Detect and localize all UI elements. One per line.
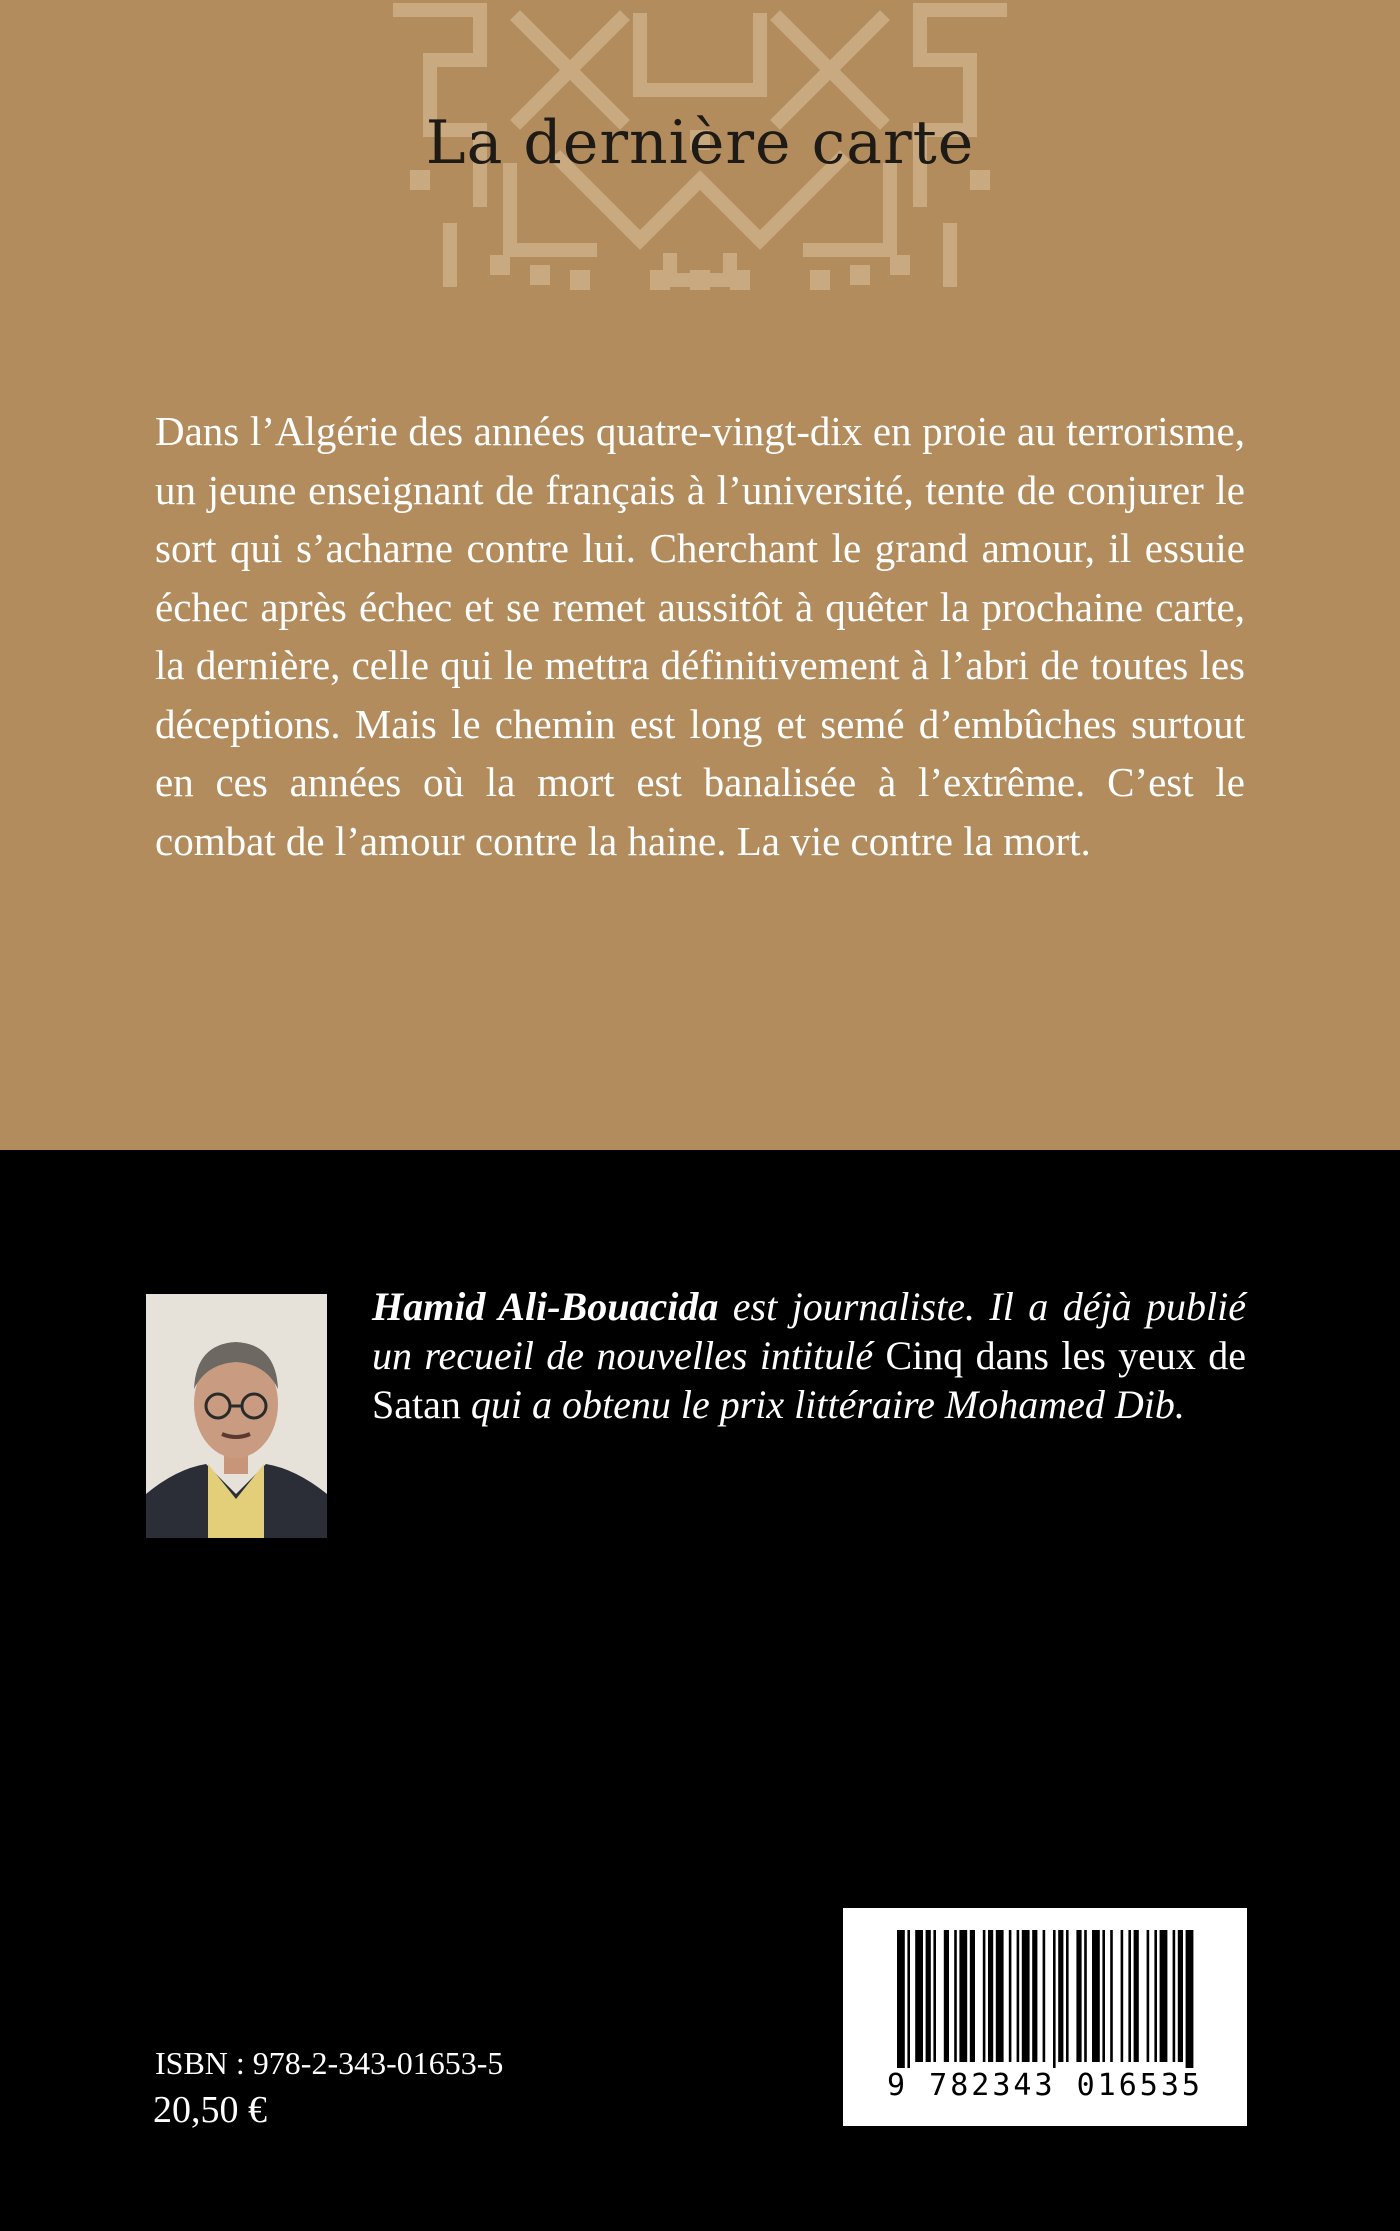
barcode-bar	[1092, 1930, 1100, 2062]
author-bio-text: est journaliste. Il a déjà publié un recueil de nouvelles intitulé	[372, 1284, 1246, 1378]
barcode-bar	[915, 1930, 923, 2062]
barcode-bar	[1009, 1930, 1012, 2062]
barcode-bar	[1147, 1930, 1150, 2062]
book-summary: Dans l’Algérie des années quatre-vingt-dix en proie au terrorisme, un jeune enseignant de français à l’université, tente de conjurer le sort qui s’acharne contre lui. Cherchant le grand amour, il essuie échec après échec et se remet aussitôt à quêter la prochaine carte, la dernière, celle qui le mettra définitivement à l’abri de toutes les déceptions. Mais le chemin est long et semé d’embûches surtout en ces années où la mort est banalisée à l’extrême. C’est le combat de l’amour contre la haine. La vie contre la mort.	[155, 408, 1245, 864]
barcode-bar	[1121, 1930, 1124, 2062]
barcode	[843, 1908, 1247, 2126]
author-award-text: qui a obtenu le prix littéraire Mohamed Dib.	[460, 1382, 1185, 1427]
author-bio	[372, 1282, 1246, 1429]
author-portrait-icon	[146, 1294, 327, 1538]
barcode-bar	[996, 1930, 1004, 2062]
barcode-bar	[1032, 1930, 1037, 2062]
barcode-bar	[1066, 1930, 1069, 2062]
barcode-bar	[1022, 1930, 1030, 2062]
price: 20,50 €	[153, 2089, 267, 2131]
barcode-bar	[1160, 1930, 1168, 2062]
barcode-bar	[959, 1930, 967, 2062]
book-title: La dernière carte	[425, 108, 975, 178]
barcode-bar	[1186, 1930, 1194, 2068]
barcode-bar	[1043, 1930, 1046, 2062]
author-photo	[146, 1294, 327, 1538]
barcode-bar	[1134, 1930, 1139, 2062]
barcode-bar	[907, 1930, 910, 2068]
barcode-bar	[933, 1930, 936, 2062]
barcode-bar	[1084, 1930, 1087, 2062]
barcode-bar	[983, 1930, 986, 2062]
barcode-bar	[897, 1930, 905, 2068]
barcode-bar	[1154, 1930, 1157, 2062]
barcode-bar	[1128, 1930, 1131, 2062]
barcode-bar	[988, 1930, 993, 2062]
barcode-bar	[1076, 1930, 1081, 2062]
previous-book-title: Cinq dans les yeux de Satan	[372, 1333, 1246, 1427]
barcode-bars-icon	[843, 1908, 1247, 2068]
barcode-bar	[1053, 1930, 1056, 2068]
barcode-bar	[926, 1930, 931, 2062]
barcode-bar	[970, 1930, 975, 2062]
barcode-bar	[1110, 1930, 1113, 2062]
barcode-bar	[944, 1930, 949, 2062]
barcode-bar	[1017, 1930, 1020, 2062]
barcode-bar	[1173, 1930, 1176, 2062]
isbn: ISBN : 978-2-343-01653-5	[155, 2045, 504, 2081]
barcode-digits: 9 782343 016535	[887, 2068, 1203, 2103]
author-name: Hamid Ali-Bouacida	[372, 1284, 719, 1329]
barcode-bar	[1102, 1930, 1105, 2062]
barcode-bar	[954, 1930, 957, 2062]
barcode-bar	[1058, 1930, 1063, 2062]
barcode-bar	[1178, 1930, 1183, 2062]
